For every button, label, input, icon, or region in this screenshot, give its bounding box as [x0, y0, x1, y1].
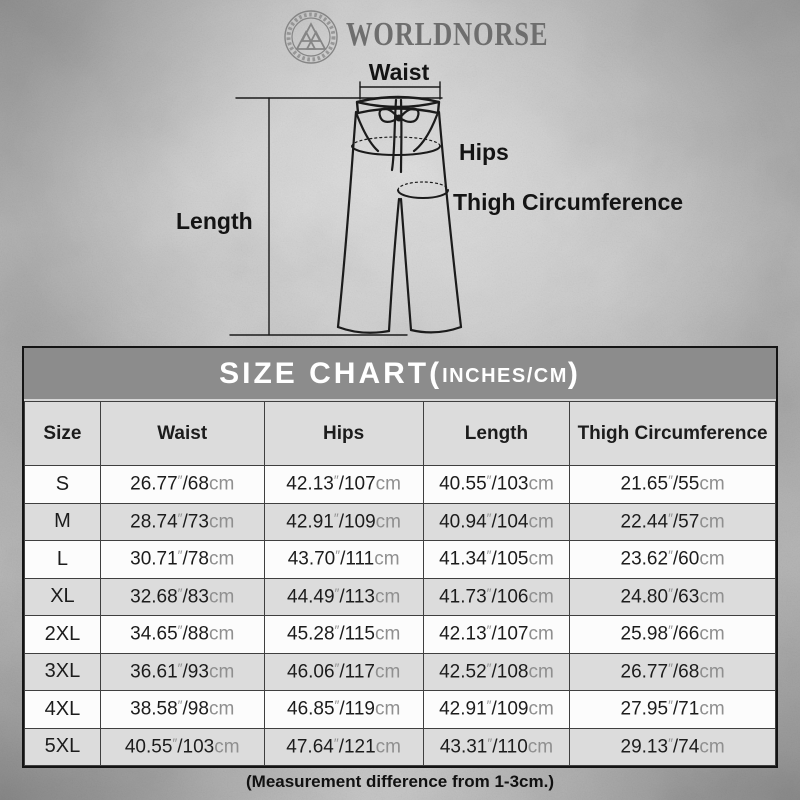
measurement-cell: 42.13″/107cm [423, 616, 569, 654]
column-header-size: Size [25, 402, 101, 466]
measurement-cell: 41.73″/106cm [423, 578, 569, 616]
size-cell: S [25, 466, 101, 504]
measurement-cell: 43.70″/111cm [264, 541, 423, 579]
measurement-cell: 34.65″/88cm [100, 616, 264, 654]
table-row [25, 466, 776, 504]
measurement-cell: 26.77″/68cm [570, 653, 776, 691]
measurement-cell: 41.34″/105cm [423, 541, 569, 579]
measurement-cell: 26.77″/68cm [100, 466, 264, 504]
measurement-cell: 21.65″/55cm [570, 466, 776, 504]
measurement-cell: 45.28″/115cm [264, 616, 423, 654]
title-close: ) [567, 356, 581, 390]
measurement-cell: 42.52″/108cm [423, 653, 569, 691]
header-row [25, 402, 776, 466]
table-row [25, 728, 776, 766]
measurement-cell: 38.58″/98cm [100, 691, 264, 729]
measurement-cell: 40.94″/104cm [423, 503, 569, 541]
title-units: INCHES/CM [442, 365, 568, 387]
measurement-cell: 22.44″/57cm [570, 503, 776, 541]
measurement-cell: 28.74″/73cm [100, 503, 264, 541]
measurement-cell: 42.13″/107cm [264, 466, 423, 504]
column-header-thigh: Thigh Circumference [570, 402, 776, 466]
hips-label: Hips [459, 139, 509, 165]
measurement-cell: 27.95″/71cm [570, 691, 776, 729]
length-label: Length [176, 208, 253, 234]
measurement-cell: 29.13″/74cm [570, 728, 776, 766]
measurement-cell: 24.80″/63cm [570, 578, 776, 616]
measurement-cell: 23.62″/60cm [570, 541, 776, 579]
size-table [24, 401, 776, 766]
measurement-cell: 42.91″/109cm [423, 691, 569, 729]
size-cell: M [25, 503, 101, 541]
thigh-circumference-label: Thigh Circumference [453, 189, 684, 215]
measurement-cell: 42.91″/109cm [264, 503, 423, 541]
valknut-logo-icon [283, 9, 339, 67]
measurement-cell: 40.55″/103cm [100, 728, 264, 766]
size-table-header [25, 402, 776, 466]
size-cell: 2XL [25, 616, 101, 654]
measurement-note: (Measurement difference from 1-3cm.) [246, 772, 554, 791]
measurement-cell: 47.64″/121cm [264, 728, 423, 766]
size-cell: XL [25, 578, 101, 616]
measurement-cell: 25.98″/66cm [570, 616, 776, 654]
table-row [25, 541, 776, 579]
measurement-cell: 46.06″/117cm [264, 653, 423, 691]
column-header-hips: Hips [264, 402, 423, 466]
measurement-cell: 46.85″/119cm [264, 691, 423, 729]
size-cell: 5XL [25, 728, 101, 766]
measurement-cell: 40.55″/103cm [423, 466, 569, 504]
brand-name: WORLDNORSE [346, 16, 549, 53]
table-row [25, 653, 776, 691]
measurement-cell: 36.61″/93cm [100, 653, 264, 691]
column-header-waist: Waist [100, 402, 264, 466]
size-cell: L [25, 541, 101, 579]
waist-label: Waist [368, 59, 430, 85]
size-cell: 4XL [25, 691, 101, 729]
table-row [25, 616, 776, 654]
size-chart-title [24, 348, 776, 401]
table-row [25, 691, 776, 729]
title-main: SIZE CHART( [219, 356, 443, 390]
measurement-cell: 43.31″/110cm [423, 728, 569, 766]
measurement-cell: 30.71″/78cm [100, 541, 264, 579]
table-row [25, 503, 776, 541]
column-header-length: Length [423, 402, 569, 466]
measurement-cell: 32.68″/83cm [100, 578, 264, 616]
size-table-body [25, 466, 776, 766]
size-chart-table [22, 346, 778, 768]
measurement-cell: 44.49″/113cm [264, 578, 423, 616]
size-cell: 3XL [25, 653, 101, 691]
table-row [25, 578, 776, 616]
